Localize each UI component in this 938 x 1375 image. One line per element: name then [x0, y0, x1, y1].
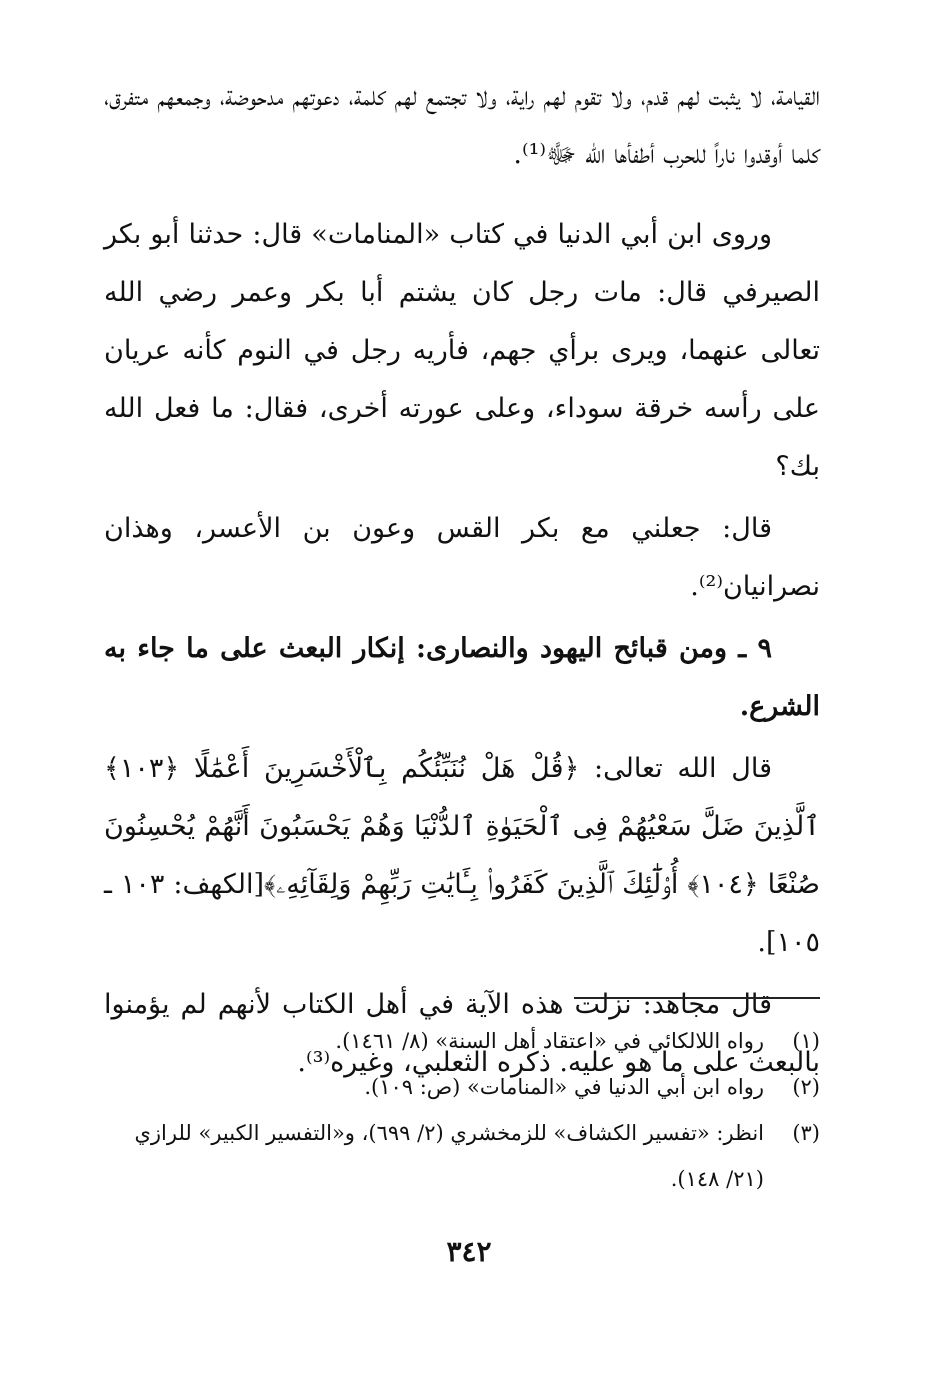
paragraph-2: وروى ابن أبي الدنيا في كتاب «المنامات» قال: حدثنا أبو بكر الصيرفي قال: مات رجل كان يشتم أبا بكر وعمر رضي الله تعالى عنهما، ويرى برأي جهم، فأريه رجل في النوم كأنه عريان على رأسه خرقة سوداء، وعلى عورته أخرى، فقال: ما فعل الله بك؟ [104, 219, 820, 482]
footnotes [104, 1018, 820, 1202]
footnote-divider [574, 997, 820, 999]
footnote-text: رواه اللالكائي في «اعتقاد أهل السنة» (٨/ ١٤٦١). [335, 1029, 764, 1053]
footnote-number: (٢) [792, 1075, 820, 1099]
footnote-3 [104, 1110, 820, 1202]
footnote-text: رواه ابن أبي الدنيا في «المنامات» (ص: ١٠٩). [364, 1075, 764, 1099]
footnote-number: (٣) [792, 1121, 820, 1145]
page-number: ٣٤٢ [446, 1235, 492, 1268]
paragraph-5: قال مجاهد: نزلت هذه الآية في أهل الكتاب لأنهم لم يؤمنوا بالبعث على ما هو عليه. ذكره الثعلبي، وغيره⁽³⁾. [104, 989, 820, 1078]
paragraph-1: القيامة، لا يثبت لهم قدم، ولا تقوم لهم راية، ولا تجتمع لهم كلمة، دعوتهم مدحوضة، وجمعهم متفرق، كلما أوقدوا ناراً للحرب أطفأها الله ﷻ⁽¹⁾. [104, 81, 820, 170]
section-heading: ٩ ـ ومن قبائح اليهود والنصارى: إنكار البعث على ما جاء به الشرع. [104, 633, 820, 722]
footnote-number: (١) [792, 1029, 820, 1053]
main-text [104, 68, 820, 1092]
footnote-text: انظر: «تفسير الكشاف» للزمخشري (٢/ ٦٩٩)، و«التفسير الكبير» للرازي (٢١/ ١٤٨). [134, 1121, 764, 1191]
footnote-2 [104, 1064, 820, 1110]
quran-paragraph: قال الله تعالى: ﴿قُلْ هَلْ نُنَبِّئُكُم بِٱلْأَخْسَرِينَ أَعْمَٰلًا ﴿١٠٣﴾ ٱلَّذِينَ ضَلَّ سَعْيُهُمْ فِى ٱلْحَيَوٰةِ ٱلدُّنْيَا وَهُمْ يَحْسَبُونَ أَنَّهُمْ يُحْسِنُونَ صُنْعًا ﴿١٠٤﴾ أُو۟لَٰٓئِكَ ٱلَّذِينَ كَفَرُوا۟ بِـَٔايَٰتِ رَبِّهِمْ وَلِقَآئِهِۦ﴾[الكهف: ١٠٣ ـ ١٠٥]. [104, 753, 820, 958]
footnote-1 [104, 1018, 820, 1064]
paragraph-3: قال: جعلني مع بكر القس وعون بن الأعسر، وهذان نصرانيان⁽²⁾. [104, 513, 820, 602]
